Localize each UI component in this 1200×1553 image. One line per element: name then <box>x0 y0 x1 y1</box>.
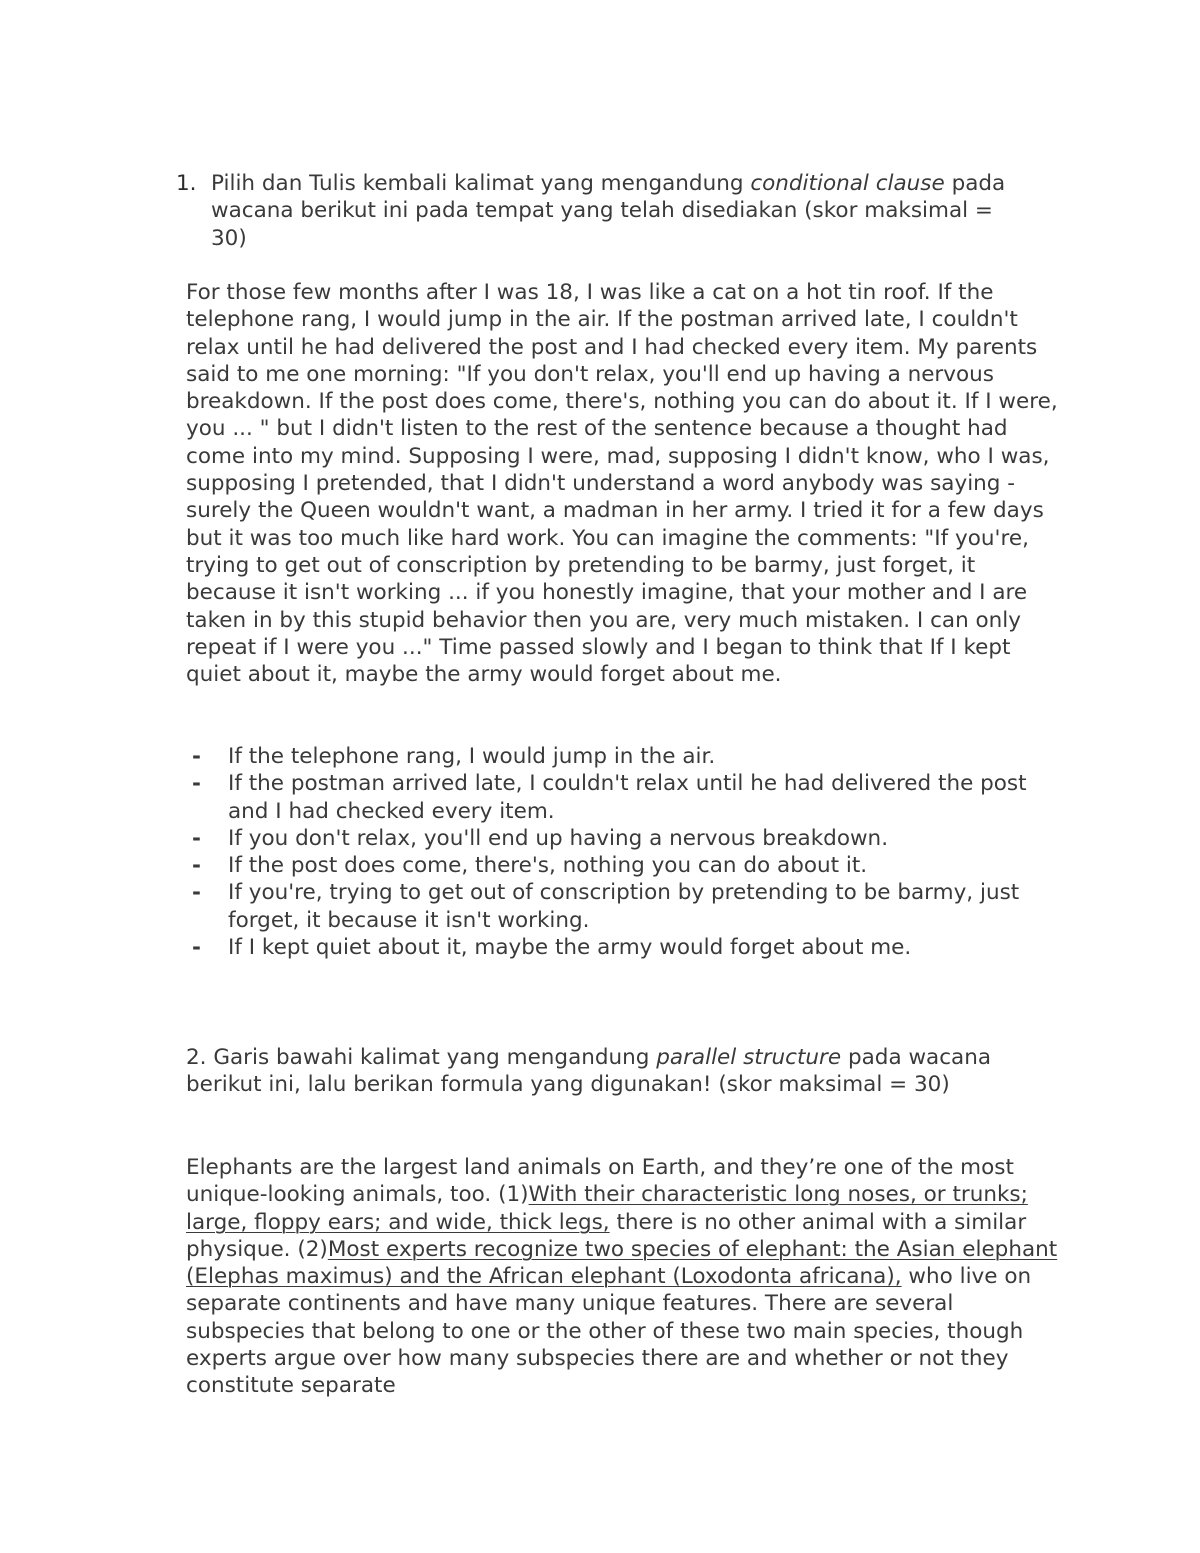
list-item <box>186 934 1056 961</box>
passage-2-part-1: Elephants are the largest land animals on Earth, and they’re one of the most unique-looking animals, too. (1) <box>186 1155 1014 1208</box>
question-1-emphasis: conditional clause <box>750 171 945 196</box>
answer-text: If you're, trying to get out of conscription by pretending to be barmy, just forget, it because it isn't working. <box>228 880 1020 933</box>
passage-1: For those few months after I was 18, I was like a cat on a hot tin roof. If the telephone rang, I would jump in the air. If the postman arrived late, I couldn't relax until he had delivered the post and I had checked every item. My parents said to me one morning: "If you don't relax, you'll end up having a nervous breakdown. If the post does come, there's, nothing you can do about it. If I were, you ... " but I didn't listen to the rest of the sentence because a thought had come into my mind. Supposing I were, mad, supposing I didn't know, who I was, supposing I pretended, that I didn't understand a word anybody was saying - surely the Queen wouldn't want, a madman in her army. I tried it for a few days but it was too much like hard work. You can imagine the comments: "If you're, trying to get out of conscription by pretending to be barmy, just forget, it because it isn't working ... if you honestly imagine, that your mother and I are taken in by this stupid behavior then you are, very much mistaken. I can only repeat if I were you ..." Time passed slowly and I began to think that If I kept quiet about it, maybe the army would forget about me. <box>186 280 1058 688</box>
dash-bullet: - <box>192 880 201 906</box>
dash-bullet: - <box>192 825 201 851</box>
underlined-sentence-2: Most experts recognize two species of elephant: the Asian elephant (Elephas maximus) and the African elephant (Loxodonta africana), <box>186 1236 1058 1290</box>
answer-text: If you don't relax, you'll end up having a nervous breakdown. <box>228 825 889 851</box>
dash-bullet: - <box>192 935 201 961</box>
question-1-instruction <box>211 170 1016 252</box>
passage-2 <box>186 1154 1066 1400</box>
list-item <box>186 743 1056 770</box>
passage-2-part-2: there is no other animal with a similar physique. (2) <box>186 1209 1027 1262</box>
answer-text: If the telephone rang, I would jump in the air. <box>228 744 716 769</box>
question-2-emphasis: parallel structure <box>656 1045 842 1070</box>
question-1 <box>176 170 1016 252</box>
answer-text: If the post does come, there's, nothing you can do about it. <box>228 853 868 879</box>
list-item <box>186 879 1056 934</box>
question-1-number: 1. <box>176 171 197 196</box>
dash-bullet: - <box>192 853 201 879</box>
list-item <box>186 852 1056 879</box>
dash-bullet: - <box>192 771 201 797</box>
passage-2-part-3: who live on separate continents and have many unique features. There are several subspecies that belong to one or the other of these two main species, though experts argue over how many subspecies there are and whether or not they constitute separate <box>186 1264 1032 1399</box>
question-1-text-a: Pilih dan Tulis kembali kalimat yang mengandung <box>211 171 751 196</box>
question-2-text-b: pada wacana berikut ini, lalu berikan formula yang digunakan! (skor maksimal = 30) <box>186 1045 992 1098</box>
question-1-text-b: pada wacana berikut ini pada tempat yang telah disediakan (skor maksimal = 30) <box>211 171 1006 251</box>
list-item <box>186 770 1056 825</box>
question-2 <box>186 1044 1066 1099</box>
underlined-sentence-1: With their characteristic long noses, or trunks; large, floppy ears; and wide, thick legs, <box>186 1182 1028 1235</box>
list-item <box>186 825 1056 852</box>
answer-text: If the postman arrived late, I couldn't relax until he had delivered the post and I had checked every item. <box>228 771 1027 824</box>
answer-list <box>186 743 1056 961</box>
answer-text: If I kept quiet about it, maybe the army would forget about me. <box>228 935 912 961</box>
question-2-text-a: 2. Garis bawahi kalimat yang mengandung <box>186 1045 657 1070</box>
dash-bullet: - <box>192 744 201 769</box>
